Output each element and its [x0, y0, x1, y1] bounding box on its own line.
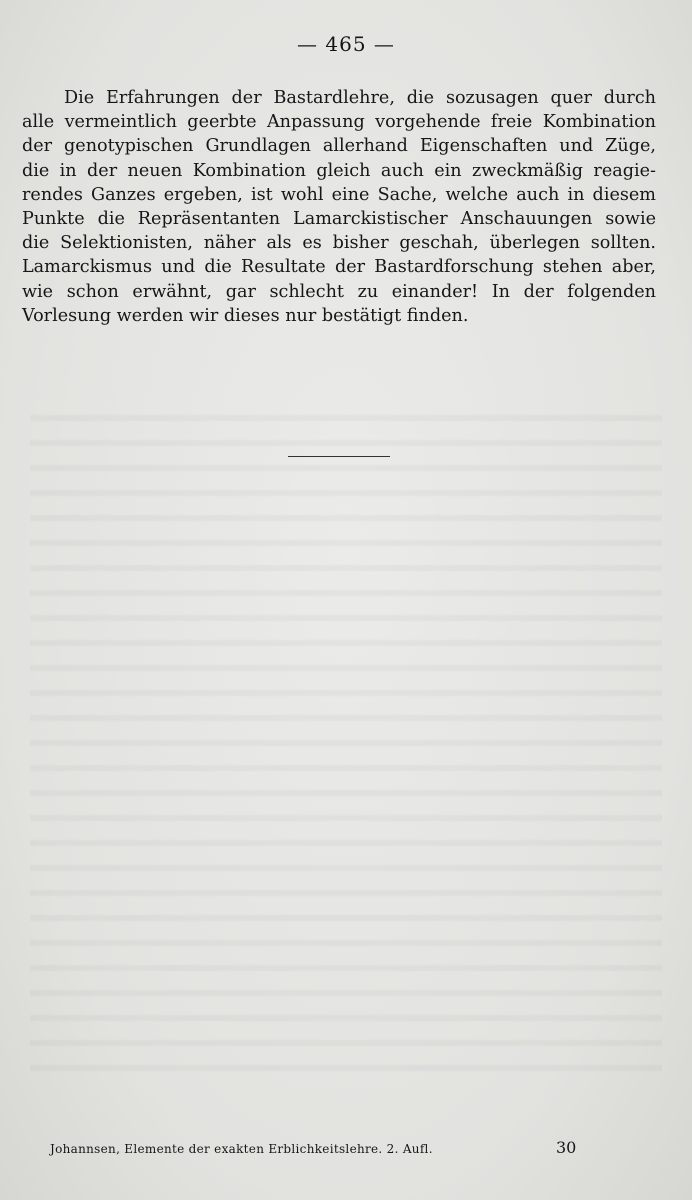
text-line: Punkte die Repräsentanten Lamarckistischer Anschauungen sowie	[22, 209, 656, 230]
body-paragraph	[22, 86, 656, 328]
text-line: der genotypischen Grundlagen allerhand Eigenschaften und Züge,	[22, 136, 656, 157]
text-line: die in der neuen Kombination gleich auch ein zweckmäßig reagie-	[22, 160, 656, 181]
text-line: die Selektionisten, näher als es bisher geschah, überlegen sollten.	[22, 233, 656, 254]
section-divider	[288, 456, 390, 457]
text-line: alle vermeintlich geerbte Anpassung vorgehende freie Kombination	[22, 112, 656, 133]
page-number: — 465 —	[297, 32, 395, 56]
text-line: Die Erfahrungen der Bastardlehre, die sozusagen quer durch	[64, 88, 656, 108]
signature-mark: 30	[556, 1138, 577, 1157]
text-line: Lamarckismus und die Resultate der Bastardforschung stehen aber,	[22, 257, 656, 278]
text-line: rendes Ganzes ergeben, ist wohl eine Sache, welche auch in diesem	[22, 184, 656, 205]
text-line: wie schon erwähnt, gar schlecht zu einander! In der folgenden	[22, 281, 656, 302]
text-line: Vorlesung werden wir dieses nur bestätigt finden.	[22, 305, 469, 326]
footer-citation: Johannsen, Elemente der exakten Erblichkeitslehre. 2. Aufl.	[50, 1142, 433, 1156]
bleed-through-text	[30, 400, 662, 1090]
